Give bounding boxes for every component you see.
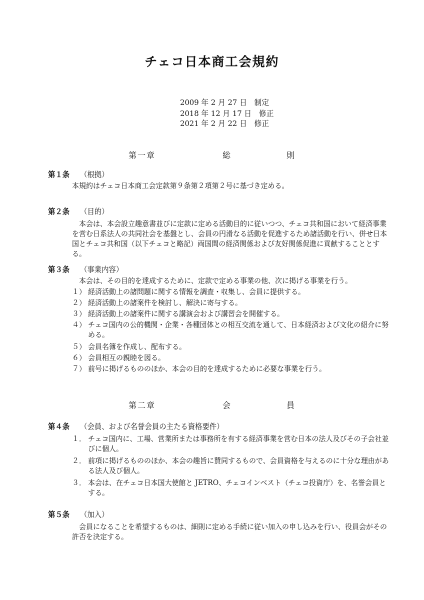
article-number: 第５条 xyxy=(48,510,70,519)
article-text: 本規約はチェコ日本商工会定款第９条第２項第２号に基づき定める。 xyxy=(72,182,289,190)
list-item xyxy=(72,364,390,374)
chapter-title-part: 員 xyxy=(286,401,296,410)
date-line: 2018 年 12 月 17 日 修正 xyxy=(180,108,274,118)
item-marker: １） xyxy=(72,288,86,296)
list-item xyxy=(72,320,390,340)
chapter-title-part: 会 xyxy=(222,401,232,410)
article-heading xyxy=(48,422,224,432)
list-item xyxy=(72,478,390,498)
list-item xyxy=(72,456,390,476)
list-item xyxy=(72,353,390,363)
date-line: 2021 年 2 月 22 日 修正 xyxy=(180,119,270,128)
item-text: 経済活動上の諸案件を検討し、解決に寄与する。 xyxy=(88,299,242,307)
item-marker: １． xyxy=(72,435,86,443)
article-text: 本会は、本会設立趣意書並びに定款に定める活動目的に従いつつ、チェコ共和国において経済事業を営む日系法人の共同社会を基盤とし、会員の円滑なる活動を促進するため諸活動を行い、併せ日本国とチェコ共和国（以下チェコと略記）両国間の経済関係および友好関係促進に貢献することとする。 xyxy=(72,220,387,258)
list-item xyxy=(72,298,390,308)
item-text: 本会は、在チェコ日本国大使館と JETRO、チェコインベスト（チェコ投資庁）を、名誉会員とする。 xyxy=(88,479,386,497)
document-title: チェコ日本商工会規約 xyxy=(144,54,280,69)
article-number: 第３条 xyxy=(48,265,70,274)
item-text: チェコ国内に、工場、営業所または事務所を有する経済事業を営む日本の法人及びその子会社並びに個人。 xyxy=(88,435,389,453)
item-marker: ４） xyxy=(72,321,86,329)
chapter-label: 第一章 xyxy=(128,151,156,160)
article-caption: （会員、および名誉会員の主たる資格要件） xyxy=(80,422,224,431)
revision-dates xyxy=(180,98,274,130)
item-marker: ２） xyxy=(72,299,86,307)
item-marker: ３） xyxy=(72,310,86,318)
date-line: 2009 年 2 月 27 日 制定 xyxy=(180,98,270,107)
item-text: 前項に掲げるもののほか、本会の趣旨に賛同するもので、会員資格を与えるのに十分な理由がある法人及び個人。 xyxy=(88,457,389,475)
item-text: 会員名簿を作成し、配布する。 xyxy=(88,343,186,351)
list-item xyxy=(72,309,390,319)
item-marker: ３． xyxy=(72,479,86,487)
list-item xyxy=(72,434,390,454)
chapter-label: 第二章 xyxy=(128,401,156,410)
article-text: 本会は、その目的を達成するために、定款で定める事業の他、次に掲げる事業を行う。 xyxy=(79,277,352,285)
item-marker: ２． xyxy=(72,457,86,465)
item-marker: ７） xyxy=(72,365,86,373)
article-caption: （加入） xyxy=(80,510,109,519)
item-text: 前号に掲げるもののほか、本会の目的を達成するために必要な事業を行う。 xyxy=(88,365,326,373)
chapter-heading xyxy=(0,150,424,161)
article-number: 第２条 xyxy=(48,207,70,216)
article-text: 会員になることを希望するものは、細則に定める手続に従い加入の申し込みを行い、役員会がその許否を決定する。 xyxy=(72,523,387,541)
article-caption: （目的） xyxy=(80,207,109,216)
chapter-title-part: 総 xyxy=(222,151,232,160)
article-number: 第１条 xyxy=(48,170,70,179)
item-text: 会員相互の親睦を図る。 xyxy=(88,354,165,362)
article-caption: （根拠） xyxy=(80,170,109,179)
article-heading xyxy=(48,265,123,275)
item-text: チェコ国内の公的機関・企業・各種団体との相互交流を通して、日本経済および文化の紹介に努める。 xyxy=(88,321,389,339)
item-marker: ５） xyxy=(72,343,86,351)
list-item xyxy=(72,342,390,352)
list-item xyxy=(72,287,390,297)
item-text: 経済活動上の諸案件に関する講演会および講習会を開催する。 xyxy=(88,310,284,318)
article-heading xyxy=(48,207,109,217)
article-caption: （事業内容） xyxy=(80,265,124,274)
item-marker: ６） xyxy=(72,354,86,362)
article-heading xyxy=(48,510,109,520)
article-heading xyxy=(48,170,109,180)
chapter-heading xyxy=(0,400,424,411)
item-text: 経済活動上の諸問題に関する情報を調査・収集し、会員に提供する。 xyxy=(88,288,305,296)
chapter-title-part: 則 xyxy=(286,151,296,160)
article-number: 第４条 xyxy=(48,422,70,431)
